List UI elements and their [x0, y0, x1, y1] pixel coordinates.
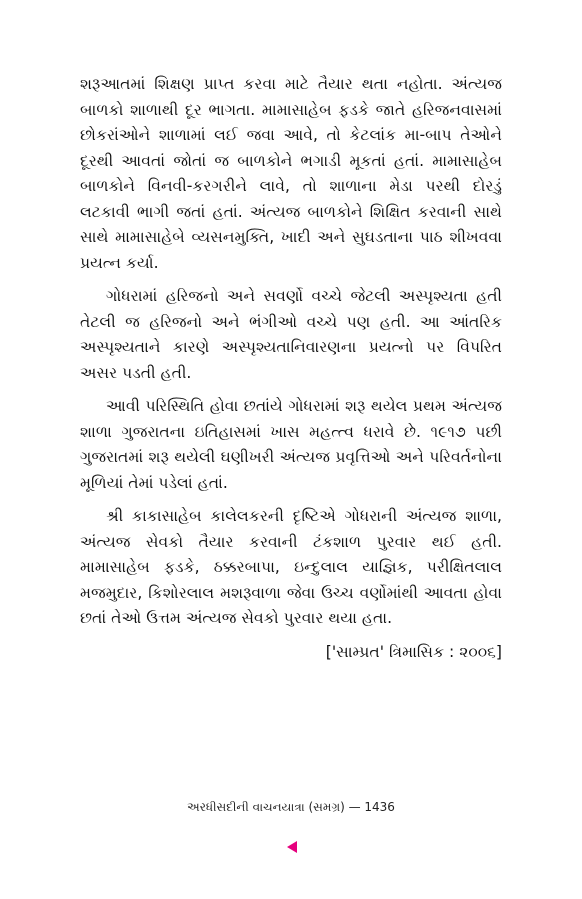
page-footer: અરધીસદીની વાચનયાત્રા (સમગ્ર) — 1436 [187, 800, 395, 814]
article-body [80, 72, 502, 665]
paragraph-1: શરૂઆતમાં શિક્ષણ પ્રાપ્ત કરવા માટે તૈયાર થતા નહોતા. અંત્યજ બાળકો શાળાથી દૂર ભાગતા. મામાસાહેબ ફડકે જાતે હરિજનવાસમાં છોકરાંઓને શાળામાં લઈ જવા આવે, તો કેટલાંક મા-બાપ તેઓને દૂરથી આવતાં જોતાં જ બાળકોને ભગાડી મૂકતાં હતાં. મામાસાહેબ બાળકોને વિનવી-કરગરીને લાવે, તો શાળાના મેડા પરથી દોરડું લટકાવી ભાગી જતાં હતાં. અંત્યજ બાળકોને શિક્ષિત કરવાની સાથે સાથે મામાસાહેબે વ્યસનમુક્તિ, ખાદી અને સુઘડતાના પાઠ શીખવવા પ્રયત્ન કર્યા. [80, 75, 502, 272]
paragraph-4: શ્રી કાકાસાહેબ કાલેલકરની દૃષ્ટિએ ગોધરાની અંત્યજ શાળા, અંત્યજ સેવકો તૈયાર કરવાની ટંકશાળ પુરવાર થઈ હતી. મામાસાહેબ ફડકે, ઠક્કરબાપા, ઇન્દુલાલ યાજ્ઞિક, પરીક્ષિતલાલ મજમુદાર, કિશોરલાલ મશરૂવાળા જેવા ઉચ્ચ વર્ણોમાંથી આવતા હોવા છતાં તેઓ ઉત્તમ અંત્યજ સેવકો પુરવાર થયા હતા. [80, 507, 502, 627]
previous-page-arrow-icon[interactable] [287, 841, 297, 853]
paragraph-2: ગોધરામાં હરિજનો અને સવર્ણો વચ્ચે જેટલી અસ્પૃશ્યતા હતી તેટલી જ હરિજનો અને ભંગીઓ વચ્ચે પણ હતી. આ આંતરિક અસ્પૃશ્યતાને કારણે અસ્પૃશ્યતાનિવારણના પ્રયત્નો પર વિપરિત અસર પડતી હતી. [80, 287, 502, 382]
source-citation: ['સામ્પ્રત' ત્રિમાસિક : ૨૦૦૬] [325, 642, 502, 661]
paragraph-3: આવી પરિસ્થિતિ હોવા છતાંયે ગોધરામાં શરૂ થયેલ પ્રથમ અંત્યજ શાળા ગુજરાતના ઇતિહાસમાં ખાસ મહત્ત્વ ધરાવે છે. ૧૯૧૭ પછી ગુજરાતમાં શરૂ થયેલી ઘણીખરી અંત્યજ પ્રવૃત્તિઓ અને પરિવર્તનોના મૂળિયાં તેમાં પડેલાં હતાં. [80, 397, 502, 492]
